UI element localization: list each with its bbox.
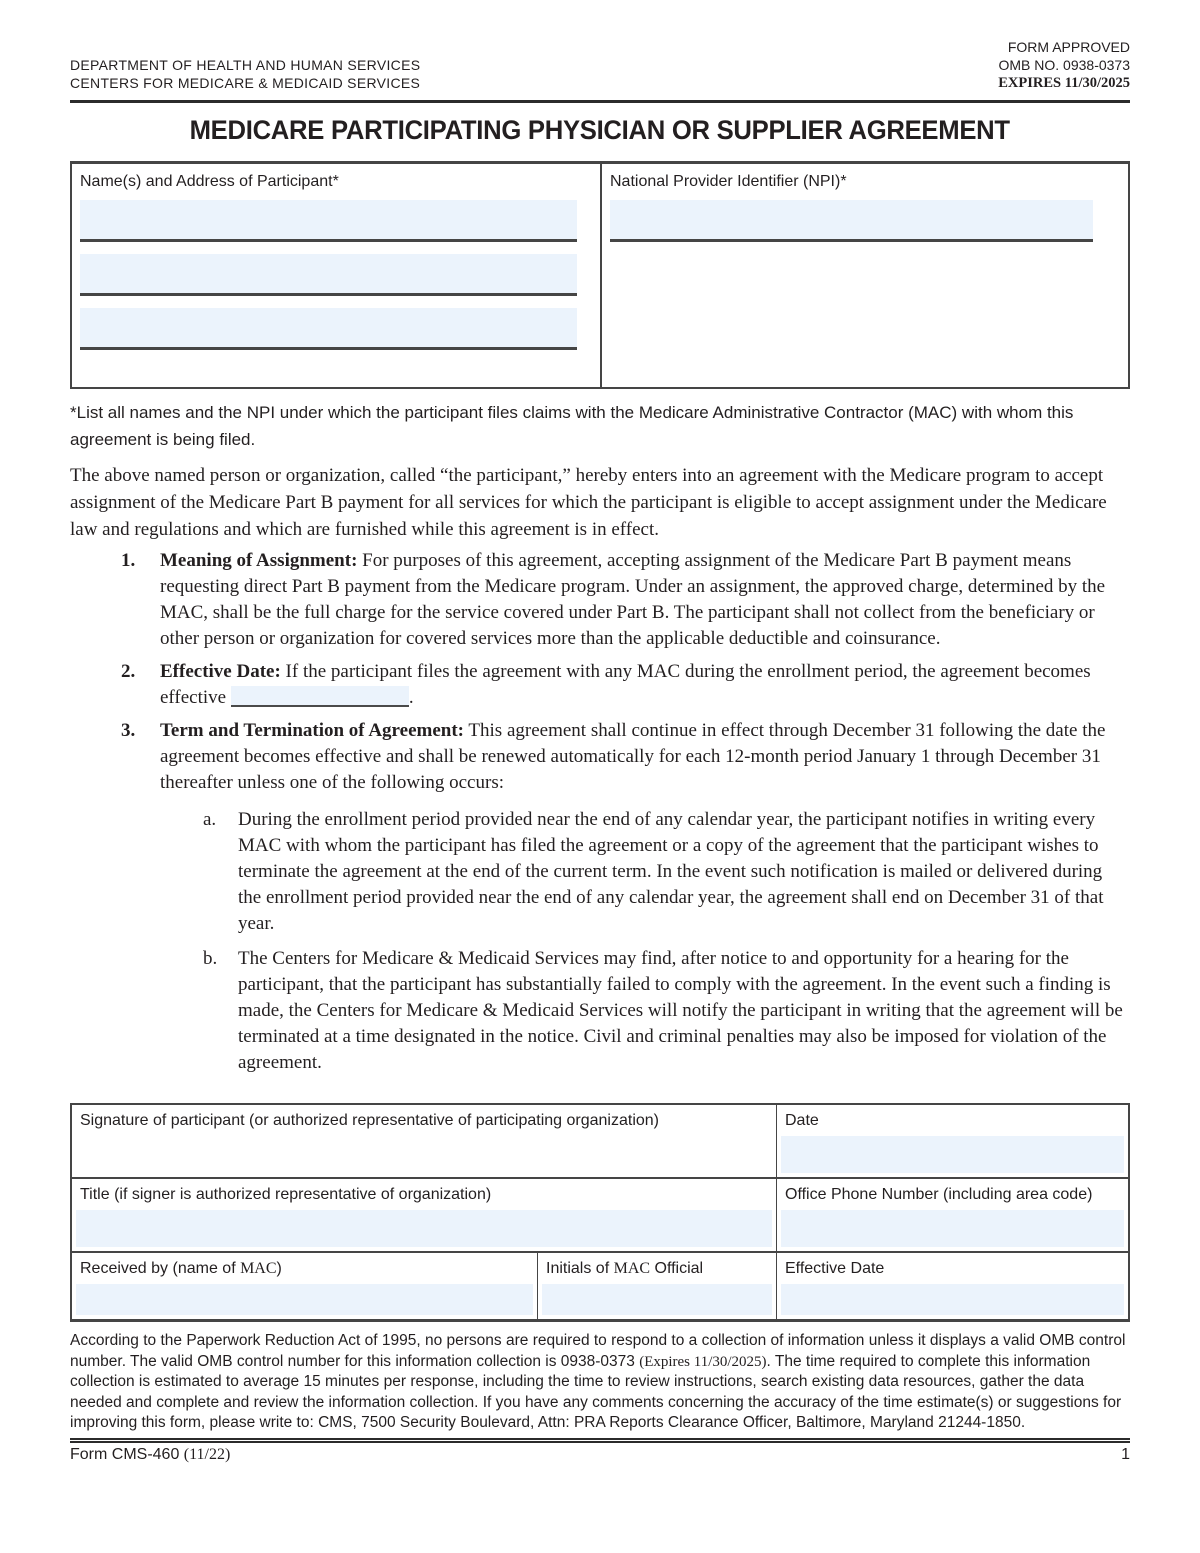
expires-line: EXPIRES 11/30/2025	[998, 75, 1130, 91]
npi-cell	[600, 164, 1128, 387]
effective-date-cell	[776, 1253, 1128, 1319]
initials-label-mac: MAC	[613, 1260, 651, 1277]
participant-name-field-3[interactable]	[80, 308, 577, 350]
signature-row	[72, 1105, 1128, 1177]
agreement-terms-list	[70, 548, 1130, 1076]
form-number	[70, 1446, 230, 1464]
term-item-1-heading: Meaning of Assignment:	[160, 550, 358, 571]
pra-text-1: According to the Paperwork Reduction Act of 1995, no persons are required to respond to a collection of information unless it displays a valid OMB control number. The valid OMB control number for this information collection is 0938-0373	[70, 1332, 1126, 1370]
term-item-3a-text: During the enrollment period provided near the end of any calendar year, the participant notifies in writing every MAC with whom the participant has filed the agreement or a copy of the agreement that the participant wishes to terminate the agreement at the end of the current term. In the event such notification is mailed or delivered during the enrollment period provided near the end of any calendar year, the agreement shall end on December 31 of that year.	[238, 809, 1104, 934]
header-rule	[70, 100, 1130, 103]
received-by-label-mac: MAC	[240, 1260, 277, 1277]
term-item-3-heading: Term and Termination of Agreement:	[160, 720, 464, 741]
footer-rule	[70, 1438, 1130, 1443]
participant-name-label: Name(s) and Address of Participant*	[80, 173, 339, 190]
effective-date-label: Effective Date	[785, 1260, 885, 1277]
office-phone-label: Office Phone Number (including area code)	[785, 1186, 1093, 1203]
signature-table	[70, 1103, 1130, 1322]
term-item-2-text: If the participant files the agreement with any MAC during the enrollment period, the agreement becomes effective	[160, 661, 1091, 708]
date-cell	[776, 1105, 1128, 1177]
title-phone-row	[72, 1177, 1128, 1251]
term-item-1	[70, 548, 1130, 652]
participant-name-field-2[interactable]	[80, 254, 577, 296]
term-item-1-number: 1.	[121, 550, 136, 571]
department-line: DEPARTMENT OF HEALTH AND HUMAN SERVICES	[70, 57, 421, 73]
date-label: Date	[785, 1112, 819, 1129]
received-row	[72, 1251, 1128, 1319]
npi-field[interactable]	[610, 200, 1093, 242]
term-item-3a-letter: a.	[203, 809, 217, 830]
term-item-3a	[160, 807, 1130, 937]
signature-label: Signature of participant (or authorized representative of participating organization)	[80, 1112, 659, 1129]
initials-field[interactable]	[542, 1284, 772, 1315]
npi-label: National Provider Identifier (NPI)*	[610, 173, 847, 190]
received-by-label	[72, 1253, 537, 1278]
participant-name-field-1[interactable]	[80, 200, 577, 242]
date-field[interactable]	[781, 1136, 1124, 1173]
form-revision-date: (11/22)	[183, 1445, 231, 1463]
term-item-3-number: 3.	[121, 720, 136, 741]
term-item-1-body	[160, 548, 1130, 652]
participant-box	[70, 161, 1130, 389]
form-number-text: Form CMS-460	[70, 1445, 184, 1463]
term-item-2	[70, 659, 1130, 711]
received-by-label-pre: Received by (name of	[80, 1260, 241, 1277]
received-by-cell	[72, 1253, 537, 1319]
omb-approval-block	[998, 38, 1130, 92]
pra-text-2: . The time required to complete this information collection is estimated to average 15 minutes per response, including the time to review instructions, search existing data resources, gather the data needed and complete and review the information collection. If you have any comments concerning the accuracy of the time estimate(s) or suggestions for improving this form, please write to: CMS, 7500 Security Boulevard, Attn: PRA Reports Clearance Officer, Baltimore, Maryland 21244-1850.	[70, 1352, 1122, 1431]
term-item-3b	[160, 946, 1130, 1076]
signature-cell[interactable]	[72, 1105, 776, 1177]
term-item-2-heading: Effective Date:	[160, 661, 281, 682]
signer-title-cell	[72, 1179, 776, 1251]
signer-title-field[interactable]	[76, 1210, 772, 1247]
initials-label-post: Official	[650, 1260, 704, 1277]
effective-date-blank-field[interactable]	[231, 686, 409, 707]
pra-expires: (Expires 11/30/2025)	[639, 1353, 767, 1370]
term-item-2-body	[160, 659, 1130, 711]
participant-name-cell	[72, 164, 600, 387]
form-approved-line: FORM APPROVED	[1007, 39, 1130, 55]
term-item-1-text: For purposes of this agreement, accepting assignment of the Medicare Part B payment means requesting direct Part B payment from the Medicare program. Under an assignment, the approved charge, determined by the MAC, shall be the full charge for the service covered under Part B. The participant shall not collect from the beneficiary or other person or organization for covered services more than the applicable deductible and coinsurance.	[160, 550, 1106, 649]
term-item-3-body	[160, 718, 1130, 1076]
omb-number-line: OMB NO. 0938-0373	[998, 57, 1130, 73]
office-phone-cell	[776, 1179, 1128, 1251]
term-item-2-period: .	[408, 687, 414, 708]
term-item-2-number: 2.	[121, 661, 136, 682]
page-number: 1	[1121, 1445, 1130, 1463]
agreement-intro-paragraph: The above named person or organization, called “the participant,” hereby enters into an agreement with the Medicare program to accept assignment of the Medicare Part B payment for all services for which the participant is eligible to accept assignment under the Medicare law and regulations and which are furnished while this agreement is in effect.	[70, 465, 1107, 540]
received-by-field[interactable]	[76, 1284, 533, 1315]
form-header	[70, 38, 1130, 92]
received-by-label-post: )	[276, 1260, 282, 1277]
form-title	[70, 115, 1130, 151]
term-item-3-text: This agreement shall continue in effect through December 31 following the date the agreement becomes effective and shall be renewed automatically for each 12-month period January 1 through December 31 thereafter unless one of the following occurs:	[160, 720, 1106, 793]
initials-label	[538, 1253, 776, 1278]
effective-date-field[interactable]	[781, 1284, 1124, 1315]
initials-cell	[537, 1253, 776, 1319]
paperwork-reduction-act-notice	[70, 1331, 1130, 1434]
centers-line: CENTERS FOR MEDICARE & MEDICAID SERVICES	[70, 75, 421, 91]
office-phone-field[interactable]	[781, 1210, 1124, 1247]
form-title-text: MEDICARE PARTICIPATING PHYSICIAN OR SUPPLIER AGREEMENT	[189, 115, 1011, 145]
agency-block	[70, 56, 420, 92]
term-item-3	[70, 718, 1130, 1076]
term-item-3b-letter: b.	[203, 948, 218, 969]
initials-label-pre: Initials of	[546, 1260, 614, 1277]
list-names-footnote: *List all names and the NPI under which the participant files claims with the Medicare Administrative Contractor (MAC) with whom this agreement is being filed.	[70, 403, 1074, 449]
page-footer	[70, 1446, 1130, 1464]
signer-title-label: Title (if signer is authorized representative of organization)	[80, 1186, 492, 1203]
term-item-3b-text: The Centers for Medicare & Medicaid Services may find, after notice to and opportunity for a hearing for the participant, that the participant has substantially failed to comply with the agreement. In the event such a finding is made, the Centers for Medicare & Medicaid Services will notify the participant in writing that the agreement will be terminated at a time designated in the notice. Civil and criminal penalties may also be imposed for violation of the agreement.	[238, 948, 1123, 1073]
